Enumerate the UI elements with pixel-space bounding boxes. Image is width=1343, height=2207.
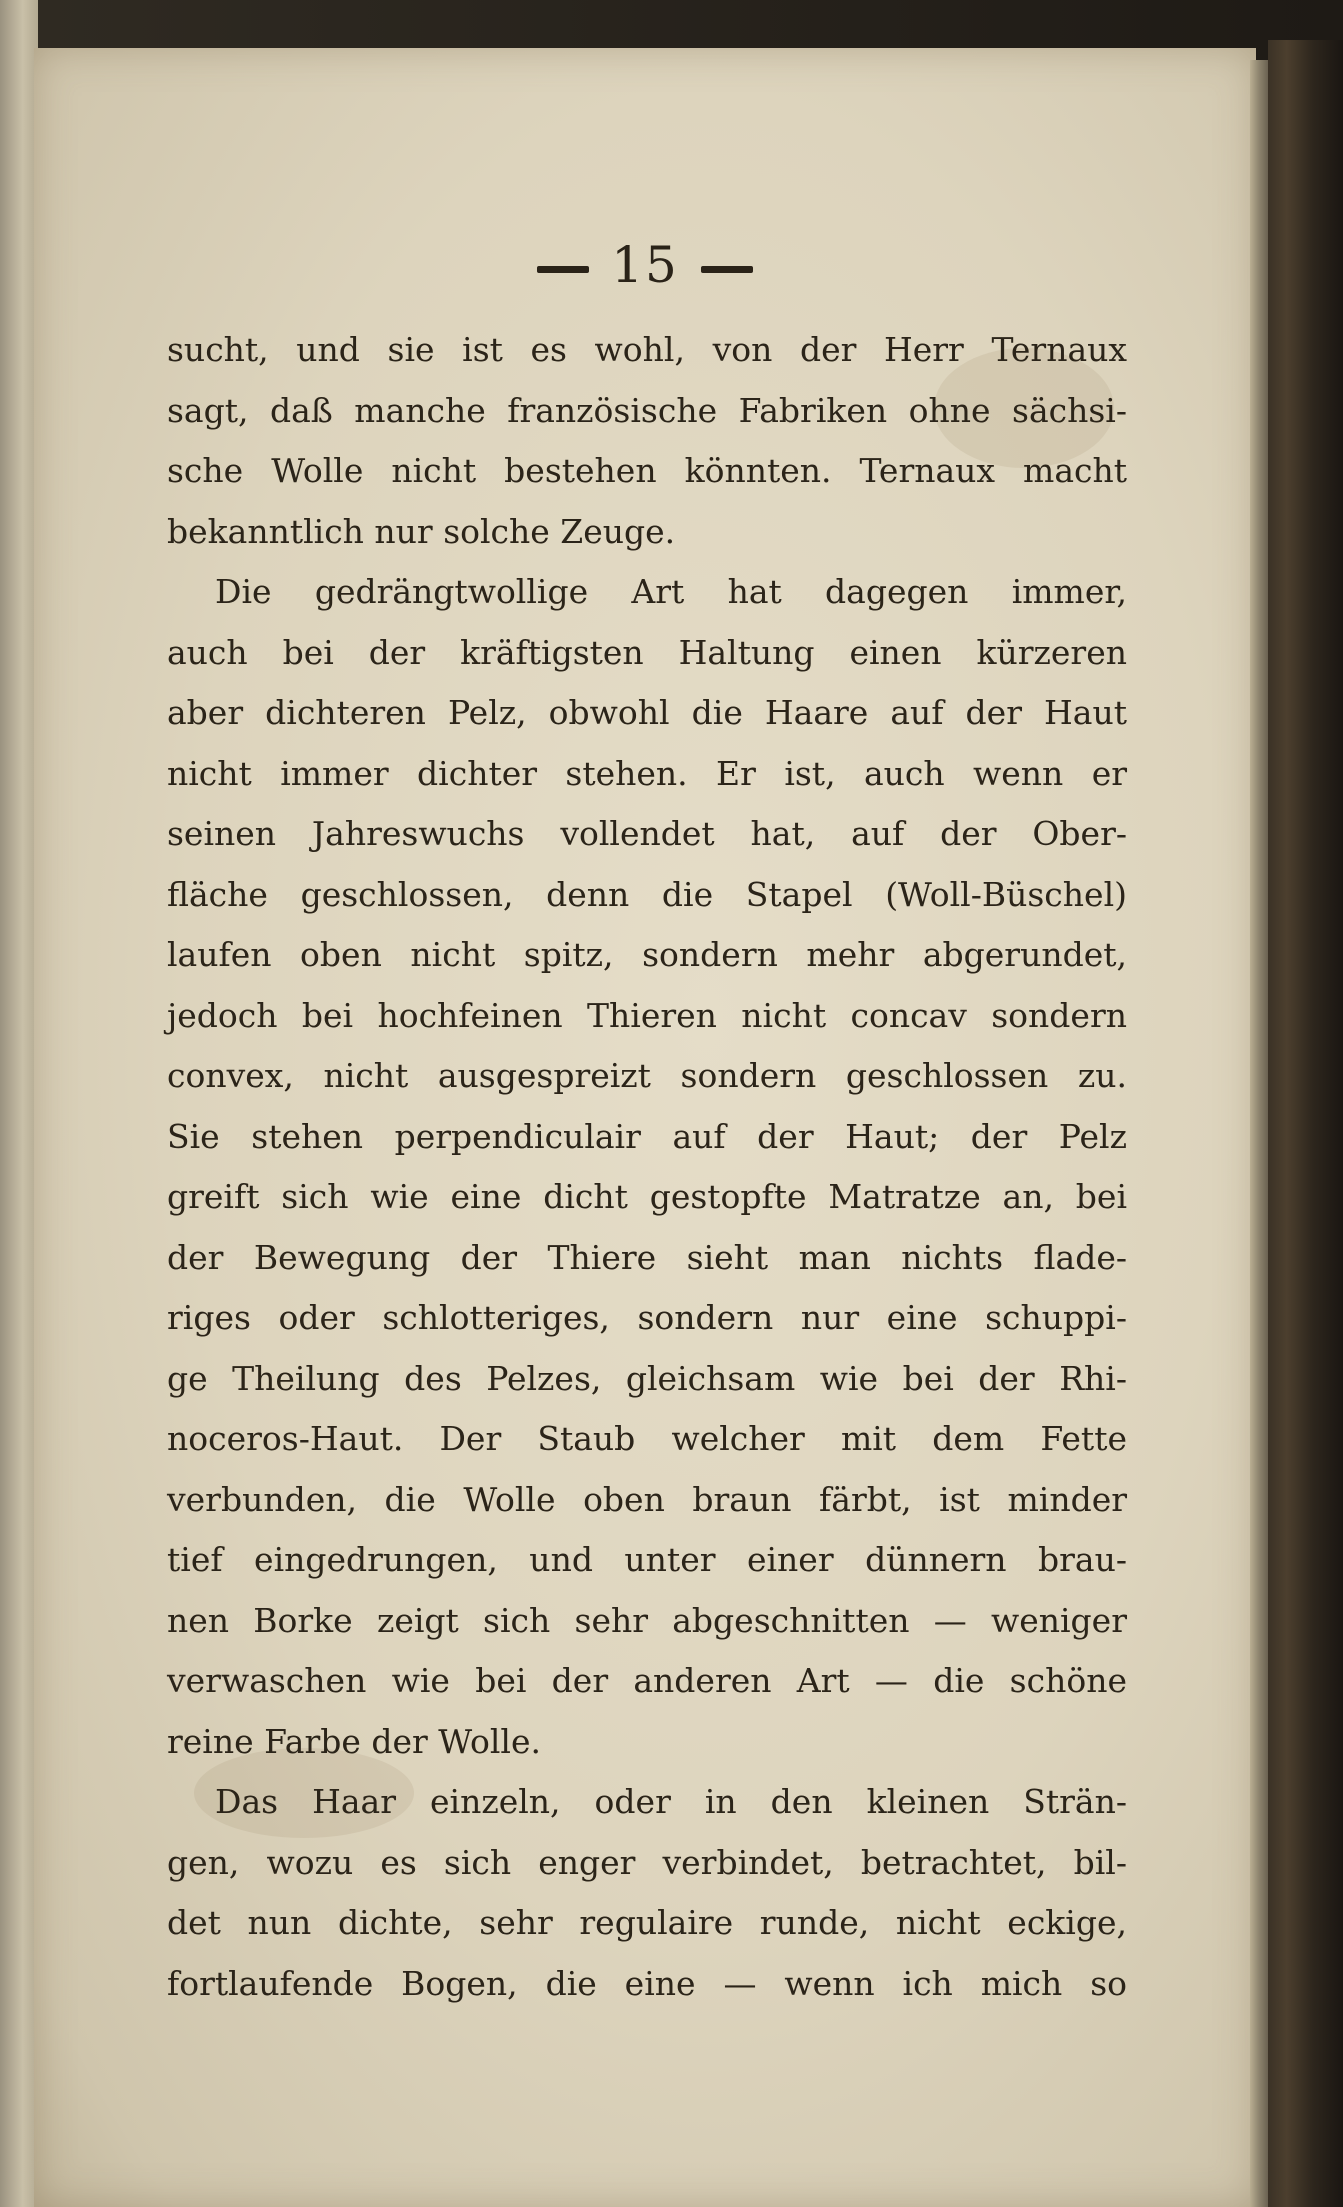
book-cover-edge [1268, 40, 1343, 2207]
text-line: nen Borke zeigt sich sehr abgeschnitten — weniger [167, 1600, 1127, 1640]
text-line: gen, wozu es sich enger verbindet, betrachtet, bil- [167, 1842, 1127, 1882]
header-dash-right [701, 266, 753, 273]
text-line: sche Wolle nicht bestehen könnten. Ternaux macht [167, 451, 1127, 490]
text-line: sucht, und sie ist es wohl, von der Herr Ternaux [167, 330, 1127, 369]
text-line: fläche geschlossen, denn die Stapel (Woll-Büschel) [167, 874, 1127, 914]
text-line: auch bei der kräftigsten Haltung einen kürzeren [167, 632, 1127, 672]
text-line: Sie stehen perpendiculair auf der Haut; der Pelz [167, 1116, 1127, 1156]
header-dash-left [537, 266, 589, 273]
text-line: Das Haar einzeln, oder in den kleinen Strän- [215, 1782, 1127, 1821]
text-line: verwaschen wie bei der anderen Art — die schöne [167, 1661, 1127, 1700]
text-line: fortlaufende Bogen, die eine — wenn ich mich so [167, 1963, 1127, 2003]
text-line: sagt, daß manche französische Fabriken ohne sächsi- [167, 390, 1127, 430]
text-line: ge Theilung des Pelzes, gleichsam wie bei der Rhi- [167, 1358, 1127, 1398]
body-text [167, 320, 1127, 2014]
text-line: det nun dichte, sehr regulaire runde, nicht eckige, [167, 1903, 1127, 1942]
text-line: riges oder schlotteriges, sondern nur eine schuppi- [167, 1298, 1127, 1337]
text-line: tief eingedrungen, und unter einer dünnern brau- [167, 1540, 1127, 1579]
text-line: reine Farbe der Wolle. [167, 1721, 541, 1761]
text-line: convex, nicht ausgespreizt sondern geschlossen zu. [167, 1056, 1127, 1095]
text-line: seinen Jahreswuchs vollendet hat, auf der Ober- [167, 814, 1127, 853]
text-line: noceros-Haut. Der Staub welcher mit dem Fette [167, 1419, 1127, 1458]
text-line: greift sich wie eine dicht gestopfte Matratze an, bei [167, 1177, 1127, 1216]
book-page [34, 48, 1256, 2207]
text-line: laufen oben nicht spitz, sondern mehr abgerundet, [167, 935, 1127, 974]
previous-page-edge [0, 0, 38, 2207]
text-line: aber dichteren Pelz, obwohl die Haare auf der Haut [167, 693, 1127, 732]
text-line: nicht immer dichter stehen. Er ist, auch wenn er [167, 753, 1127, 793]
text-line: jedoch bei hochfeinen Thieren nicht concav sondern [167, 995, 1127, 1035]
text-line: der Bewegung der Thiere sieht man nichts flade- [167, 1237, 1127, 1277]
page-number: 15 [611, 236, 679, 294]
text-line: verbunden, die Wolle oben braun färbt, ist minder [167, 1479, 1127, 1519]
text-line: bekanntlich nur solche Zeuge. [167, 511, 676, 551]
page-header [34, 236, 1256, 294]
text-line: Die gedrängtwollige Art hat dagegen immer, [215, 572, 1127, 611]
